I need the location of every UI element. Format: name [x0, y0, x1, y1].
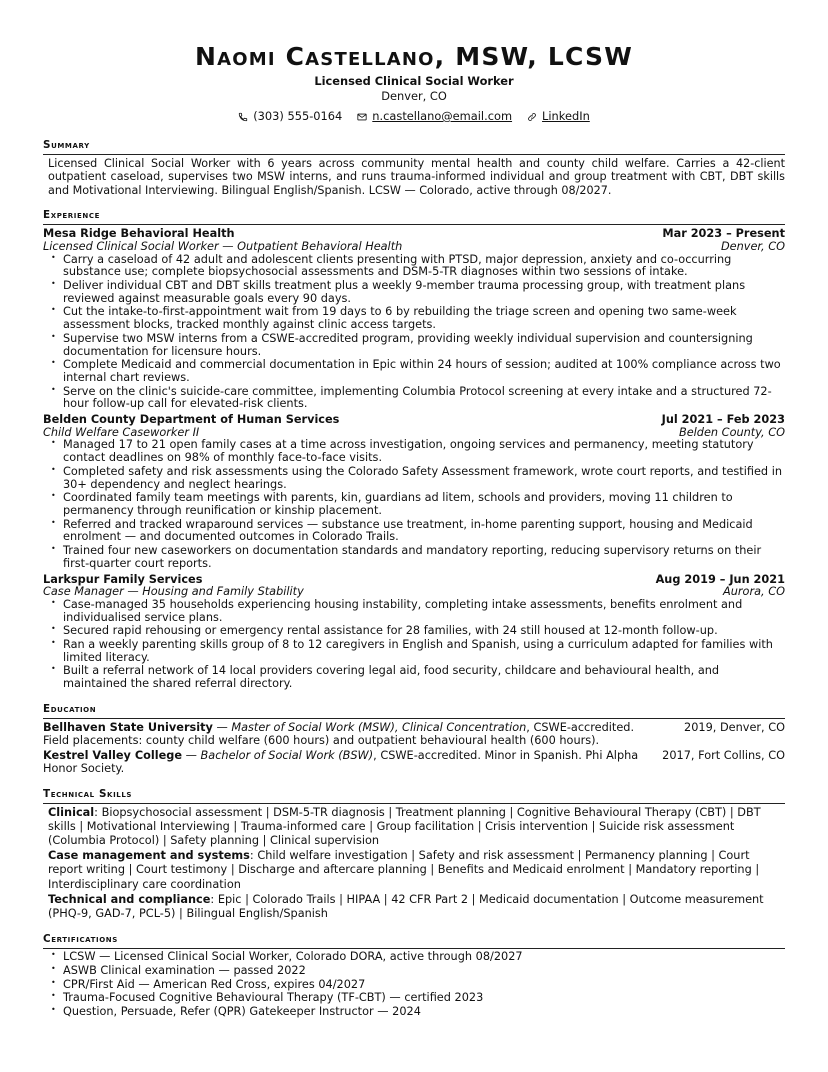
contact-phone	[238, 109, 342, 124]
job-role: Case Manager — Housing and Family Stability	[43, 585, 304, 599]
job-org: Mesa Ridge Behavioral Health	[43, 227, 235, 241]
list-item: • Coordinated family team meetings with parents, kin, guardians ad litem, schools and providers, moving 11 children to permanency through reunification or kinship placement.	[63, 492, 785, 517]
list-item: • CPR/First Aid — American Red Cross, expires 04/2027	[63, 979, 785, 992]
job-org: Belden County Department of Human Services	[43, 413, 340, 427]
education-section	[43, 703, 785, 776]
list-item: • Deliver individual CBT and DBT skills treatment plus a weekly 9-member trauma processing group, with treatment plans reviewed against measurable goals every 90 days.	[63, 280, 785, 305]
phone-icon	[238, 112, 248, 122]
skill-group: Clinical: Biopsychosocial assessment | DSM-5-TR diagnosis | Treatment planning | Cognitive Behavioural Therapy (CBT) | DBT skills | Motivational Interviewing | Trauma-informed care | Group facilitation | Crisis intervention | Suicide risk assessment (Columbia Protocol) | Safety planning | Clinical supervision	[48, 805, 761, 848]
summary-section	[43, 139, 785, 197]
list-item: • Ran a weekly parenting skills group of 8 to 12 caregivers in English and Spanish, using a curriculum adapted for families with limited literacy.	[63, 639, 785, 664]
list-item: • Completed safety and risk assessments using the Colorado Safety Assessment framework, wrote court reports, and testified in 30+ dependency and neglect hearings.	[63, 466, 785, 491]
job-place: Belden County, CO	[678, 425, 785, 439]
job-org: Larkspur Family Services	[43, 572, 203, 586]
job-dates: Mar 2023 – Present	[662, 227, 785, 241]
list-item: • Cut the intake-to-first-appointment wait from 19 days to 6 by rebuilding the triage screen and opening two same-week assessment blocks, tracked monthly against clinic access targets.	[63, 306, 785, 331]
list-item: • Trained four new caseworkers on documentation standards and mandatory reporting, reducing supervisory returns on their first-quarter court reports.	[63, 545, 785, 570]
skill-label: Technical and compliance	[48, 892, 211, 906]
education-entry: Kestrel Valley College — Bachelor of Social Work (BSW), CSWE-accredited. Minor in Spanish. Phi Alpha Honor Society. 2017, Fort Collins, CO	[43, 749, 785, 776]
skills-section	[43, 788, 785, 922]
school-name: Kestrel Valley College	[43, 749, 183, 763]
experience-section	[43, 209, 785, 691]
linkedin-link[interactable]: LinkedIn	[542, 109, 590, 123]
section-heading: Education	[43, 703, 785, 719]
list-item: • Built a referral network of 14 local providers covering legal aid, food security, childcare and behavioural health, and maintained the shared referral directory.	[63, 665, 785, 690]
education-detail: , CSWE-accredited. Field placements: county child welfare (600 hours) and outpatient behavioural health (600 hours).	[43, 720, 635, 748]
job-dates: Aug 2019 – Jun 2021	[655, 572, 785, 586]
job-entry	[43, 228, 785, 411]
job-bullets	[43, 439, 785, 570]
job-entry	[43, 574, 785, 691]
education-entry: Bellhaven State University — Master of Social Work (MSW), Clinical Concentration, CSWE-accredited. Field placements: county child welfare (600 hours) and outpatient behavioural health (600 hours). 2019, Denver, CO	[43, 720, 785, 748]
list-item: • ASWB Clinical examination — passed 2022	[63, 965, 785, 978]
job-subheader	[43, 241, 785, 254]
job-subheader	[43, 586, 785, 599]
envelope-icon	[357, 112, 367, 122]
contact-linkedin	[527, 109, 590, 124]
certifications-section	[43, 933, 785, 1019]
skill-label: Clinical	[48, 805, 95, 819]
phone-number: (303) 555-0164	[253, 109, 343, 123]
link-icon	[527, 112, 537, 122]
skill-text: Child welfare investigation | Safety and risk assessment | Permanency planning | Court report writing | Court testimony | Discharge and aftercare planning | Benefits and Medicaid enrolment | Mandatory reporting | Interdisciplinary care coordination	[48, 849, 760, 891]
skill-text: Epic | Colorado Trails | HIPAA | 42 CFR Part 2 | Medicaid documentation | Outcome measurement (PHQ-9, GAD-7, PCL-5) | Bilingual English/Spanish	[48, 892, 764, 921]
education-detail: , CSWE-accredited. Minor in Spanish. Phi Alpha Honor Society.	[43, 749, 639, 776]
skill-group: Case management and systems: Child welfare investigation | Safety and risk assessment | Permanency planning | Court report writing | Court testimony | Discharge and aftercare planning | Benefits and Medicaid enrolment | Mandatory reporting | Interdisciplinary care coordination	[48, 849, 760, 891]
email-link[interactable]: n.castellano@email.com	[372, 109, 513, 123]
candidate-title: Licensed Clinical Social Worker	[314, 74, 514, 88]
skill-label: Case management and systems	[48, 849, 250, 863]
section-heading: Experience	[43, 209, 785, 225]
job-role: Child Welfare Caseworker II	[43, 425, 200, 439]
education-date: 2019, Denver, CO	[684, 720, 785, 734]
list-item: • Question, Persuade, Refer (QPR) Gatekeeper Instructor — 2024	[63, 1006, 785, 1019]
candidate-location: Denver, CO	[381, 89, 447, 103]
list-item: • Supervise two MSW interns from a CSWE-accredited program, providing weekly individual supervision and countersigning documentation for licensure hours.	[63, 333, 785, 358]
candidate-name: Naomi Castellano, MSW, LCSW	[194, 42, 634, 71]
job-place: Denver, CO	[720, 239, 785, 253]
skill-text: Biopsychosocial assessment | DSM-5-TR diagnosis | Treatment planning | Cognitive Behavioural Therapy (CBT) | DBT skills | Motivational Interviewing | Trauma-informed care | Group facilitation | Crisis intervention | Suicide risk assessment (Columbia Protocol) | Safety planning | Clinical supervision	[48, 805, 761, 848]
job-role: Licensed Clinical Social Worker — Outpatient Behavioral Health	[43, 239, 403, 253]
list-item: • Carry a caseload of 42 adult and adolescent clients presenting with PTSD, major depression, anxiety and co-occurring substance use; complete biopsychosocial assessments and DSM-5-TR diagnoses within two sessions of intake.	[63, 254, 785, 279]
job-bullets	[43, 254, 785, 411]
list-item: • Managed 17 to 21 open family cases at a time across investigation, ongoing services and permanency, meeting statutory contact deadlines on 98% of monthly face-to-face visits.	[63, 439, 785, 464]
degree-name: Master of Social Work (MSW), Clinical Concentration	[231, 720, 527, 734]
list-item: • Secured rapid rehousing or emergency rental assistance for 28 families, with 24 still housed at 12-month follow-up.	[63, 625, 785, 638]
job-entry	[43, 414, 785, 570]
contact-email	[357, 109, 512, 124]
job-place: Aurora, CO	[723, 585, 785, 599]
resume-header	[43, 42, 785, 124]
job-header	[43, 414, 785, 427]
section-heading: Certifications	[43, 933, 785, 949]
skill-group: Technical and compliance: Epic | Colorado Trails | HIPAA | 42 CFR Part 2 | Medicaid documentation | Outcome measurement (PHQ-9, GAD-7, PCL-5) | Bilingual English/Spanish	[48, 892, 764, 921]
list-item: • Trauma-Focused Cognitive Behavioural Therapy (TF-CBT) — certified 2023	[63, 992, 785, 1005]
degree-name: Bachelor of Social Work (BSW)	[200, 749, 374, 763]
contact-line	[43, 109, 785, 124]
section-heading: Summary	[43, 139, 785, 155]
list-item: • Case-managed 35 households experiencing housing instability, completing intake assessments, benefits enrolment and individualised service plans.	[63, 599, 785, 624]
list-item: • LCSW — Licensed Clinical Social Worker, Colorado DORA, active through 08/2027	[63, 951, 785, 964]
list-item: • Serve on the clinic's suicide-care committee, implementing Columbia Protocol screening at every intake and a structured 72-hour follow-up call for elevated-risk clients.	[63, 386, 785, 411]
education-date: 2017, Fort Collins, CO	[662, 749, 785, 763]
list-item: • Referred and tracked wraparound services — substance use treatment, in-home parenting support, housing and Medicaid enrolment — and documented outcomes in Colorado Trails.	[63, 519, 785, 544]
list-item: • Complete Medicaid and commercial documentation in Epic within 24 hours of session; audited at 100% compliance across two internal chart reviews.	[63, 359, 785, 384]
certification-list	[43, 951, 785, 1019]
school-name: Bellhaven State University	[43, 720, 213, 734]
summary-text: Licensed Clinical Social Worker with 6 years across community mental health and county child welfare. Carries a 42-client outpatient caseload, supervises two MSW interns, and runs trauma-informed individual and group treatment with CBT, DBT skills and Motivational Interviewing. Bilingual English/Spanish. LCSW — Colorado, active through 08/2027.	[48, 157, 785, 197]
section-heading: Technical Skills	[43, 788, 785, 804]
job-bullets	[43, 599, 785, 691]
job-dates: Jul 2021 – Feb 2023	[661, 413, 785, 427]
